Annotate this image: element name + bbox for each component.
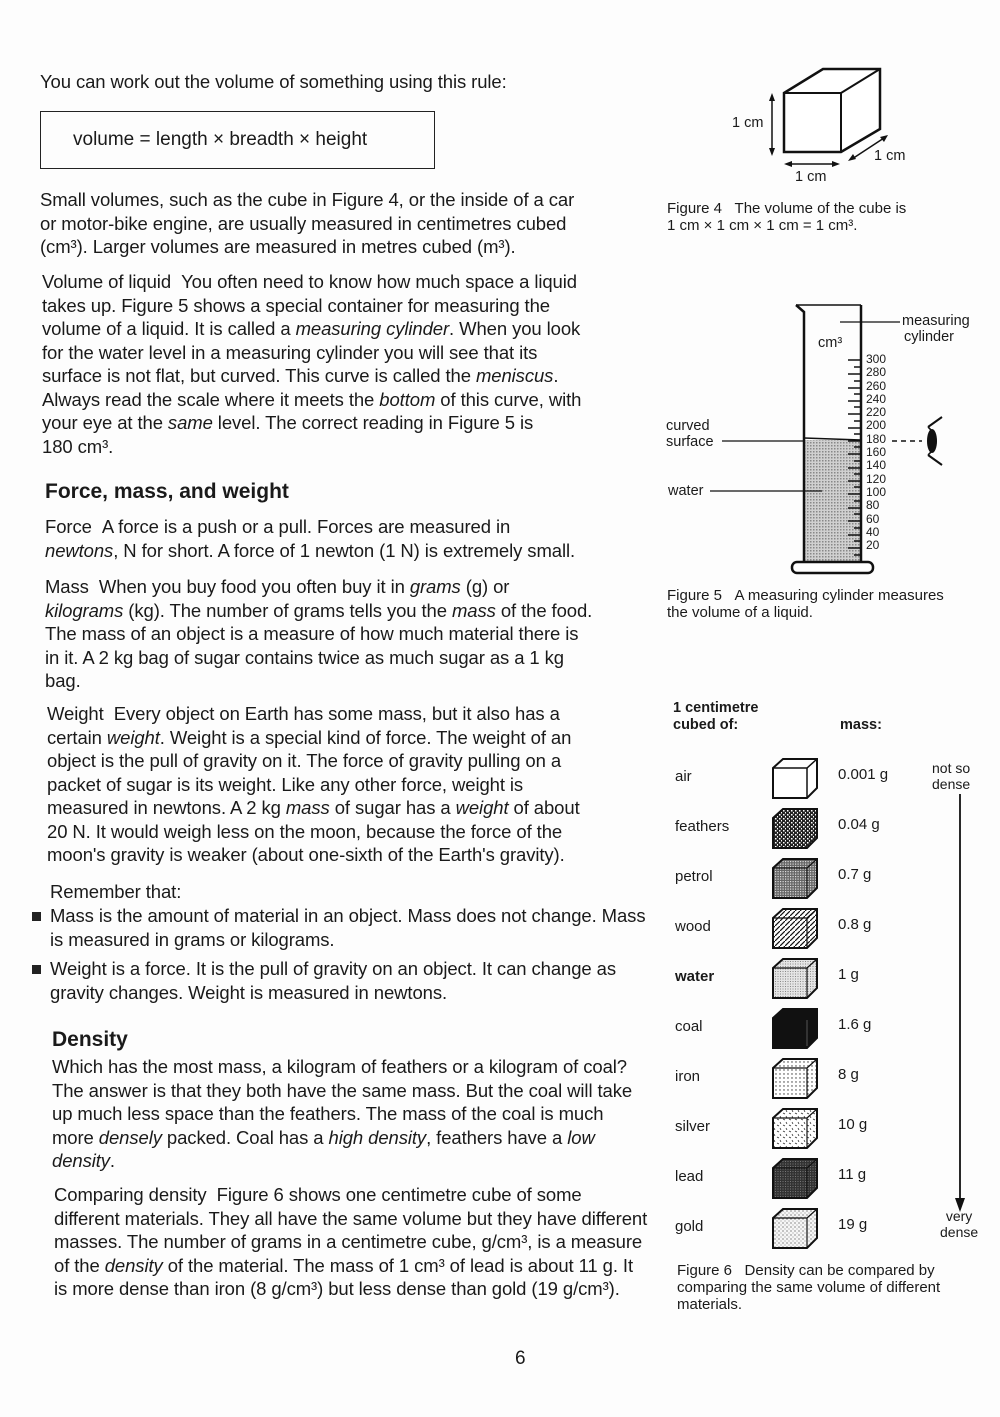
width-label: 1 cm [795,169,827,185]
text-line: takes up. Figure 5 shows a special container for measuring the [42,294,550,316]
text: Mass is the amount of material in an object. Mass does not change. Mass is measured in grams or kilograms. [50,905,646,950]
scale-tick-label: 20 [866,538,880,553]
emphasis: mass [285,797,330,818]
text-line: comparing the same volume of different [677,1279,941,1296]
figure-6-caption [677,1262,987,1313]
text-line: 1 centimetre [673,700,759,716]
text: packed. Coal has a [161,1126,329,1148]
text: , feathers have a [426,1126,568,1148]
bullet-square-icon [32,912,41,921]
material-mass: 0.04 g [838,816,880,833]
text-line: The mass of an object is a measure of how much material there is [45,623,579,644]
scale-tick-label: 240 [866,391,887,406]
text: The volume of the cube is [734,200,907,217]
scale-tick-label: 100 [866,484,887,499]
very-dense-label [940,1208,978,1240]
text: your eye at the [42,412,168,433]
material-name: gold [675,1218,704,1235]
text-line: materials. [677,1296,743,1313]
paragraph-lead: Force [45,516,92,537]
scale-tick-label: 140 [866,458,887,473]
material-row-coal [660,1006,990,1056]
material-name: silver [675,1118,711,1135]
text: Always read the scale where it meets the [42,388,380,410]
unit-label: cm³ [818,335,843,351]
column-header-material [673,700,758,734]
text: A force is a push or a pull. Forces are measured in [101,516,511,537]
volume-rule-box [40,111,435,169]
text-line: 20 N. It would weigh less on the moon, because the force of the [47,820,563,842]
section-heading-density: Density [52,1028,128,1051]
emphasis: high density [328,1126,427,1148]
material-name: air [675,768,692,785]
text-line: curved [666,418,710,434]
text: of the food. [495,599,593,621]
emphasis: densely [98,1126,162,1148]
paragraph-lead: Weight [47,703,104,724]
text: Weight is a force. It is the pull of gravity on an object. It can change as gravity changes. Weight is measured in newtons. [50,958,616,1003]
force-paragraph [45,515,645,562]
text-line: object is the pull of gravity on it. The force of gravity pulling on a [47,750,562,771]
text: , N for short. A force of 1 newton (1 N) is extremely small. [113,539,576,561]
silver-cube-icon [770,1106,820,1150]
figure-6 [660,698,995,1328]
text: of this curve, with [435,388,582,410]
remember-label: Remember that: [50,881,182,902]
material-mass: 8 g [838,1066,859,1083]
coal-cube-icon [770,1006,820,1050]
text: A measuring cylinder measures [734,587,944,604]
scale-tick-label: 200 [866,418,887,433]
text-line: dense [932,776,971,792]
text: You often need to know how much space a liquid [181,271,577,292]
text: . When you look [449,318,581,339]
density-arrow-icon [954,794,966,1214]
text-line: (cm³). Larger volumes are measured in metres cubed (m³). [40,236,516,257]
figure-number: Figure 4 [667,200,723,217]
not-so-dense-label [932,760,970,792]
scale-tick-label: 180 [866,431,887,446]
text-line: surface [666,434,714,450]
material-name: coal [675,1018,703,1035]
materials-list [660,756,990,1266]
material-name: petrol [675,868,713,885]
petrol-cube-icon [770,856,820,900]
mass-paragraph [45,575,645,693]
text-line: in it. A 2 kg bag of sugar contains twice as much sugar as a 1 kg [45,646,564,668]
paragraph-lead: Volume of liquid [42,271,172,292]
text: of about [508,797,580,818]
text: (g) or [460,576,510,597]
figure-4-caption [667,200,977,234]
measuring-cylinder-label [902,313,970,345]
material-row-feathers [660,806,990,856]
text: . [553,365,559,386]
text-line: or motor-bike engine, are usually measured in centimetres cubed [40,212,567,234]
material-mass: 19 g [838,1216,868,1233]
material-row-wood [660,906,990,956]
scale-tick-label: 60 [866,511,880,526]
cylinder-scale [866,353,886,552]
scale-tick-label: 160 [866,445,887,460]
material-mass: 0.8 g [838,916,872,933]
weight-paragraph [47,702,647,867]
material-row-iron [660,1056,990,1106]
emphasis: mass [451,599,496,621]
material-name: iron [675,1068,701,1085]
intro-text: You can work out the volume of something using this rule: [40,71,507,92]
emphasis: newtons [45,539,114,561]
scale-tick-label: 40 [866,524,880,539]
height-label: 1 cm [732,115,764,131]
material-mass: 0.001 g [838,766,889,783]
text: Every object on Earth has some mass, but it also has a [113,703,560,724]
material-row-petrol [660,856,990,906]
text-line: packet of sugar is its weight. Like any other force, weight is [47,773,524,795]
depth-label: 1 cm [874,148,906,164]
iron-cube-icon [770,1056,820,1100]
figure-4 [660,60,980,240]
text: certain [47,726,107,748]
density-paragraph [52,1055,642,1173]
material-mass: 10 g [838,1116,868,1133]
emphasis: meniscus [475,365,554,386]
text: When you buy food you often buy it in [98,576,410,597]
bullet-square-icon [32,965,41,974]
emphasis: measuring cylinder [295,318,450,339]
material-name: water [675,968,715,985]
figure-5-caption [667,587,977,621]
emphasis: kilograms [45,599,124,621]
material-mass: 1.6 g [838,1016,872,1033]
column-header-mass: mass: [840,717,882,733]
text-line: Small volumes, such as the cube in Figure 4, or the inside of a car [40,189,575,210]
scale-tick-label: 260 [866,378,887,393]
text: (kg). The number of grams tells you the [123,599,452,621]
text-line: for the water level in a measuring cylinder you will see that its [42,341,538,363]
text: measured in newtons. A 2 kg [47,797,286,818]
remember-list [30,904,650,1010]
list-item [30,904,650,951]
text: of the material. The mass of 1 cm³ of lead is about 11 g. It is more dense than iron (8 g/cm³) but less dense than gold (19 g/cm³). [54,1254,633,1299]
text: Which has the most mass, a kilogram of feathers or a kilogram of coal? The answer is that they both have the same mass. But the coal will take up much less space than the feathers. The mass of the coal is much more [52,1056,633,1148]
section-heading-force: Force, mass, and weight [45,480,289,503]
text: . [109,1150,115,1171]
list-item [30,957,650,1004]
material-mass: 11 g [838,1166,867,1183]
wood-cube-icon [770,906,820,950]
text: level. The correct reading in Figure 5 is [212,412,534,433]
text: . Weight is a special kind of force. The weight of an [159,726,572,748]
scale-tick-label: 80 [866,498,880,513]
emphasis: weight [106,726,160,748]
water-cube-icon [770,956,820,1000]
material-row-lead [660,1156,990,1206]
material-mass: 1 g [838,966,859,983]
text: Density can be compared by [744,1262,935,1279]
water-label: water [668,483,704,499]
text-line: 180 cm³. [42,435,114,457]
scale-tick-label: 220 [866,405,887,420]
text-line: cylinder [904,329,954,345]
text-line: 1 cm × 1 cm × 1 cm = 1 cm³. [667,217,858,234]
scale-tick-label: 300 [866,352,887,366]
material-mass: 0.7 g [838,866,872,883]
text: of sugar has a [329,797,456,818]
volume-rule: volume = length × breadth × height [73,129,368,150]
text-line: moon's gravity is weaker (about one-sixth of the Earth's gravity). [47,844,565,865]
air-cube-icon [770,756,820,800]
material-row-silver [660,1106,990,1156]
emphasis: bottom [379,388,436,410]
text-line: not so [932,760,971,776]
paragraph-lead: Comparing density [54,1184,207,1205]
emphasis: weight [455,797,509,818]
material-name: feathers [675,818,730,835]
text: volume of a liquid. It is called a [42,318,296,339]
material-row-water [660,956,990,1006]
text-line: bag. [45,670,81,691]
page-number: 6 [515,1348,526,1369]
emphasis: same [167,412,213,433]
small-volumes-paragraph [40,188,640,259]
emphasis: low density [52,1126,595,1171]
text: Figure 6 shows one centimetre cube of some different materials. They all have the same volume but they have different masses. The number of grams in a centimetre cube, g/cm³, is a measure of the [54,1184,648,1276]
text: surface is not flat, but curved. This curve is called the [42,365,476,386]
curved-surface-label [666,418,714,450]
paragraph-lead: Mass [45,576,89,597]
material-name: wood [675,918,711,935]
emphasis: density [104,1254,163,1276]
figure-5 [660,295,980,635]
text-line: cubed of: [673,717,739,733]
gold-cube-icon [770,1206,820,1250]
lead-cube-icon [770,1156,820,1200]
volume-of-liquid-paragraph [42,270,642,458]
text-line: very [945,1208,973,1224]
scale-tick-label: 280 [866,365,887,380]
text-line: dense [940,1224,979,1240]
material-name: lead [675,1168,704,1185]
emphasis: grams [409,576,461,597]
text-line: the volume of a liquid. [667,604,813,621]
text-line: measuring [902,313,970,329]
scale-tick-label: 120 [866,471,887,486]
comparing-density-paragraph [54,1183,649,1301]
feathers-cube-icon [770,806,820,850]
figure-number: Figure 5 [667,587,723,604]
figure-number: Figure 6 [677,1262,733,1279]
